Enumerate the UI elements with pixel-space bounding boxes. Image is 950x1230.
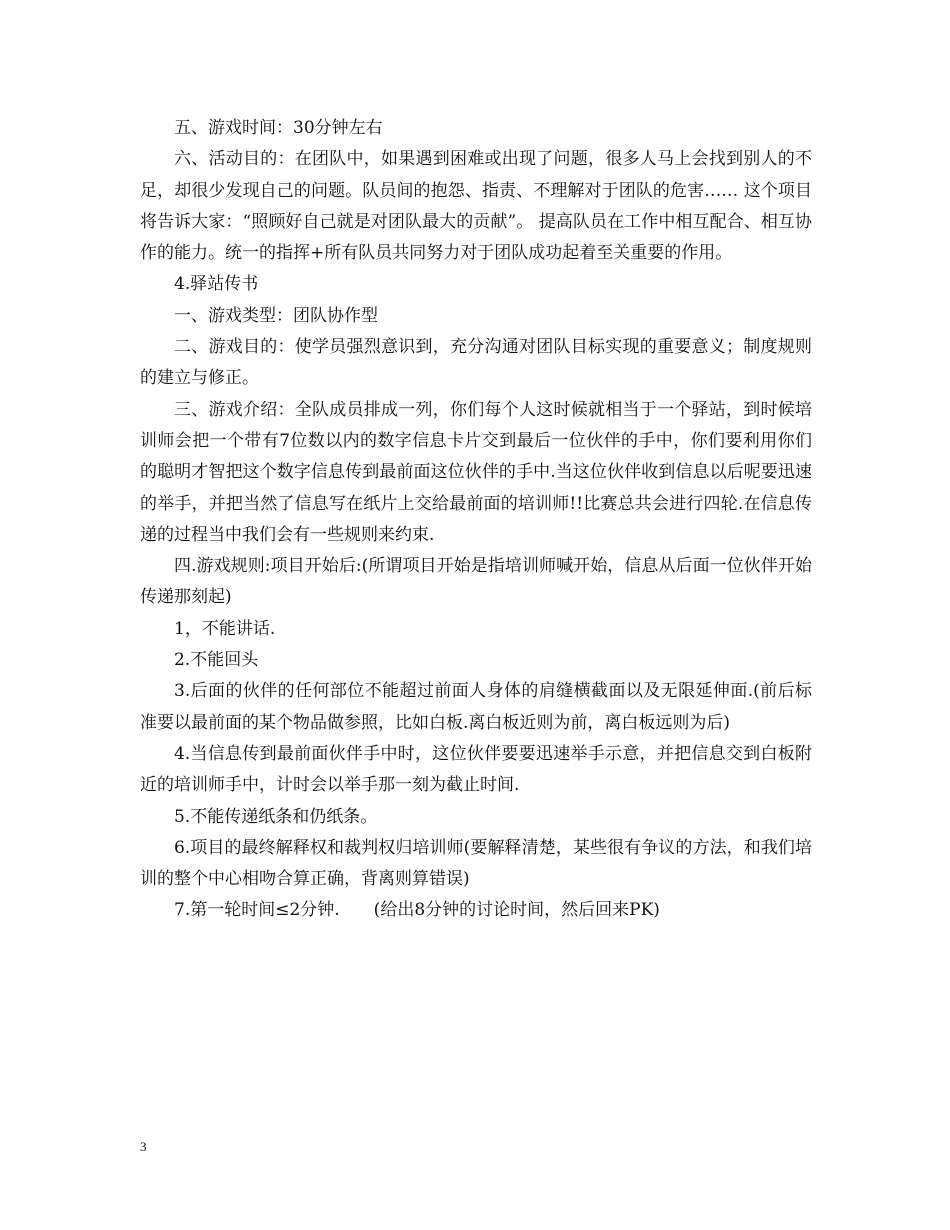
paragraph-game-type: 一、游戏类型：团队协作型 (174, 305, 378, 326)
rule-item-2: 2.不能回头 (174, 650, 259, 671)
page-number: 3 (140, 1139, 147, 1154)
rule-item-5: 5.不能传递纸条和仍纸条。 (174, 806, 378, 827)
paragraph-game-introduction: 三、游戏介绍：全队成员排成一列，你们每个人这时候就相当于一个驿站，到时候培训师会把一个带有7位数以内的数字信息卡片交到最后一位伙伴的手中，你们要利用你们的聪明才智把这个数字信息传到最前面这位伙伴的手中.当这位伙伴收到信息以后呢要迅速的举手，并把当然了信息写在纸片上交给最前面的培训师!!比赛总共会进行四轮.在信息传递的过程当中我们会有一些规则来约束. (140, 399, 812, 545)
rule-item-7: 7.第一轮时间≤2分钟. (给出8分钟的讨论时间，然后回来PK) (174, 900, 660, 921)
document-body (140, 113, 812, 927)
rule-item-6: 6.项目的最终解释权和裁判权归培训师(要解释清楚，某些很有争议的方法，和我们培训的整个中心相吻合算正确，背离则算错误) (140, 837, 812, 890)
paragraph-game-purpose: 二、游戏目的：使学员强烈意识到，充分沟通对团队目标实现的重要意义；制度规则的建立与修正。 (140, 337, 812, 389)
paragraph-game-time: 五、游戏时间：30分钟左右 (174, 118, 383, 138)
paragraph-game-rules: 四.游戏规则:项目开始后:(所谓项目开始是指培训师喊开始，信息从后面一位伙伴开始传递那刻起) (140, 556, 812, 608)
section-heading-relay-message: 4.驿站传书 (174, 274, 259, 295)
rule-item-3: 3.后面的伙伴的任何部位不能超过前面人身体的肩缝横截面以及无限延伸面.(前后标准要以最前面的某个物品做参照，比如白板.离白板近则为前，离白板远则为后) (140, 681, 812, 733)
rule-item-4: 4.当信息传到最前面伙伴手中时，这位伙伴要要迅速举手示意，并把信息交到白板附近的培训师手中，计时会以举手那一刻为截止时间. (140, 743, 812, 796)
paragraph-activity-purpose: 六、活动目的：在团队中，如果遇到困难或出现了问题，很多人马上会找到别人的不足，却很少发现自己的问题。队员间的抱怨、指责、不理解对于团队的危害…… 这个项目将告诉大家：“照顾好自己就是对团队最大的贡献”。 提高队员在工作中相互配合、相互协作的能力。统一的指挥+所有队员共同努力对于团队成功起着至关重要的作用。 (140, 149, 812, 264)
rule-item-1: 1，不能讲话. (174, 618, 276, 639)
